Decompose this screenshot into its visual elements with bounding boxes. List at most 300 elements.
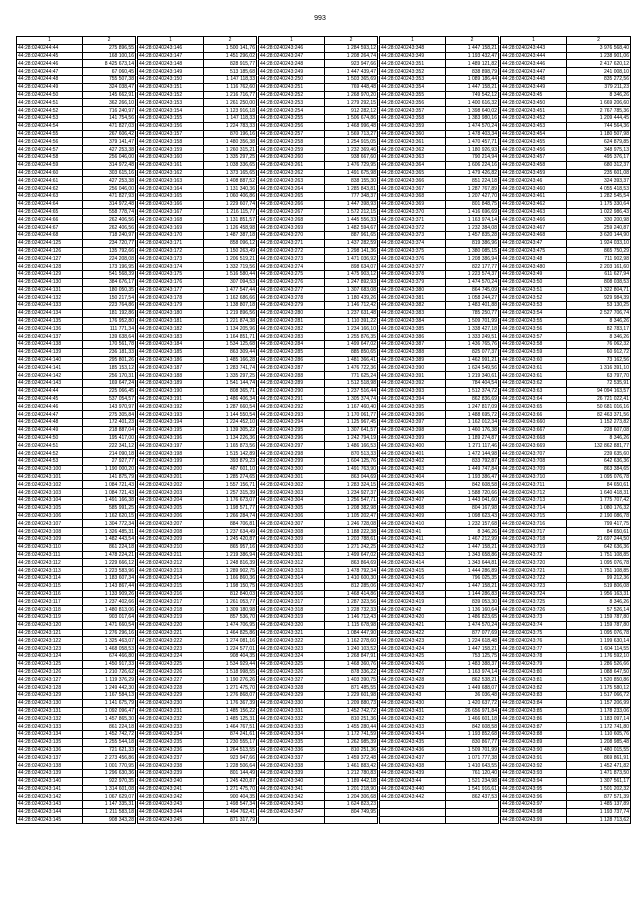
cadastral-number-cell: 44:28:0240243:333 <box>259 723 325 731</box>
cadastral-number-cell: 44:28:0240243:188 <box>138 372 204 380</box>
cadastral-value-cell: 1 624 549,56 <box>446 364 499 372</box>
cadastral-value-cell: 1 198 571,77 <box>204 504 257 512</box>
cadastral-value-cell: 753 125,75 <box>446 652 499 660</box>
cadastral-value-cell: 585 991,25 <box>83 504 136 512</box>
cadastral-value-cell: 1 147 118,33 <box>204 75 257 83</box>
cadastral-number-cell: 44:28:0240243:258 <box>259 138 325 146</box>
cadastral-number-cell: 44:28:0240243:312 <box>259 559 325 567</box>
cadastral-number-cell: 44:28:0240243:72 <box>501 551 567 559</box>
cadastral-number-cell: 44:28:0240243:339 <box>259 769 325 777</box>
cadastral-value-cell: 1 172 741,80 <box>567 723 631 731</box>
cadastral-value-cell: 761 120,40 <box>446 769 499 777</box>
cadastral-value-cell: 1 516 580,44 <box>204 270 257 278</box>
cadastral-number-cell: 44:28:0240243:199 <box>138 458 204 466</box>
cadastral-value-cell: 1 572 212,15 <box>325 208 378 216</box>
cadastral-value-cell: 241 008,10 <box>567 68 631 76</box>
cadastral-number-cell: 44:28:0240244:143 <box>17 380 83 388</box>
cadastral-number-cell: 44:28:0240244:126 <box>17 247 83 255</box>
cadastral-value-cell: 1 408 887,52 <box>204 177 257 185</box>
cadastral-value-cell: 295 801,26 <box>83 356 136 364</box>
cadastral-value-cell: 1 298 141,36 <box>325 247 378 255</box>
table-row <box>17 738 631 746</box>
cadastral-value-cell: 1 180 507,98 <box>567 130 631 138</box>
cadastral-value-cell: 1 210 726,62 <box>83 668 136 676</box>
cadastral-number-cell: 44:28:0240243:379 <box>380 278 446 286</box>
cadastral-number-cell: 44:28:0240243:413 <box>380 551 446 559</box>
cadastral-value-cell: 810 251,36 <box>325 715 378 723</box>
cadastral-number-cell: 44:28:0240243:249 <box>259 68 325 76</box>
cadastral-value-cell: 1 459 372,48 <box>325 754 378 762</box>
table-body <box>17 44 631 824</box>
cadastral-value-cell: 1 229 607,74 <box>204 200 257 208</box>
cadastral-value-cell: 1 398 640,02 <box>446 107 499 115</box>
cadastral-value-cell: 1 444 286,89 <box>446 567 499 575</box>
cadastral-number-cell: 44:28:0240243:444 <box>501 52 567 60</box>
cadastral-number-cell: 44:28:0240243:203 <box>138 489 204 497</box>
table-row <box>17 192 631 200</box>
cadastral-number-cell: 44:28:0240243:383 <box>380 309 446 317</box>
cadastral-value-cell: 195 417,00 <box>83 434 136 442</box>
cadastral-value-cell: 1 506 674,86 <box>325 114 378 122</box>
cadastral-value-cell: 1 138 807,18 <box>204 302 257 310</box>
cadastral-number-cell: 44:28:0240243:406 <box>380 489 446 497</box>
cadastral-number-cell: 44:28:0240243:391 <box>380 372 446 380</box>
cadastral-number-cell: 44:28:0240243:195 <box>138 426 204 434</box>
cadastral-value-cell: 8 346,26 <box>567 598 631 606</box>
cadastral-number-cell: 44:28:0240243:222 <box>138 637 204 645</box>
cadastral-value-cell: 1 452 471,82 <box>567 762 631 770</box>
cadastral-value-cell: 1 604 125,76 <box>325 458 378 466</box>
cadastral-number-cell: 44:28:0240243:46 <box>501 177 567 185</box>
cadastral-value-cell: 2 767 785,36 <box>567 107 631 115</box>
cadastral-number-cell: 44:28:0240244:68 <box>17 231 83 239</box>
table-row <box>17 458 631 466</box>
cadastral-value-cell: 169 647,24 <box>83 380 136 388</box>
column-header-code: 1 <box>17 37 83 45</box>
cadastral-number-cell: 44:28:0240243:208 <box>138 528 204 536</box>
cadastral-value-cell: 1 247 817,09 <box>446 403 499 411</box>
cadastral-value-cell: 1 134 226,36 <box>204 434 257 442</box>
cadastral-number-cell: 44:28:0240243:42 <box>380 606 446 614</box>
cadastral-value-cell: 1 144 286,83 <box>446 590 499 598</box>
cadastral-value-cell: 1 067 629,07 <box>83 793 136 801</box>
cadastral-value-cell: 1 089 186,44 <box>446 75 499 83</box>
cadastral-value-cell: 1 245 420,87 <box>204 777 257 785</box>
cadastral-value-cell: 1 146 712,42 <box>325 302 378 310</box>
cadastral-value-cell: 1 193 737,74 <box>567 808 631 816</box>
cadastral-value-cell: 1 261 250,00 <box>204 99 257 107</box>
cadastral-value-cell: 1 474 570,24 <box>446 621 499 629</box>
cadastral-value-cell: 228 607,08 <box>567 426 631 434</box>
cadastral-value-cell: 1 286 526,66 <box>567 660 631 668</box>
cadastral-value-cell: 1 234 166,10 <box>325 325 378 333</box>
cadastral-number-cell: 44:28:0240243:259 <box>259 146 325 154</box>
cadastral-value-cell: 185 153,12 <box>83 364 136 372</box>
cadastral-value-cell: 922 970,35 <box>83 777 136 785</box>
cadastral-value-cell: 903 017,64 <box>83 613 136 621</box>
cadastral-number-cell: 44:28:0240243:106 <box>17 512 83 520</box>
cadastral-number-cell: 44:28:0240243:242 <box>138 793 204 801</box>
cadastral-number-cell: 44:28:0240243:300 <box>259 465 325 473</box>
table-row <box>17 520 631 528</box>
cadastral-number-cell: 44:28:0240243:224 <box>138 652 204 660</box>
cadastral-value-cell: 1 501 202,32 <box>567 785 631 793</box>
cadastral-number-cell: 44:28:0240243:254 <box>259 107 325 115</box>
cadastral-value-cell: 1 125 967,45 <box>325 419 378 427</box>
cadastral-number-cell: 44:28:0240243:184 <box>138 341 204 349</box>
cadastral-number-cell: 44:28:0240243:364 <box>380 161 446 169</box>
cadastral-value-cell: 624 879,85 <box>567 138 631 146</box>
cadastral-value-cell: 1 498 547,34 <box>204 801 257 809</box>
cadastral-number-cell: 44:28:0240243:191 <box>138 395 204 403</box>
cadastral-value-cell: 1 468 414,86 <box>325 590 378 598</box>
cadastral-number-cell: 44:28:0240243:409 <box>380 512 446 520</box>
cadastral-value-cell: 1 242 794,19 <box>325 434 378 442</box>
cadastral-number-cell: 44:28:0240243:176 <box>138 278 204 286</box>
cadastral-number-cell: 44:28:0240243:714 <box>501 504 567 512</box>
cadastral-number-cell: 44:28:0240243:427 <box>380 668 446 676</box>
cadastral-number-cell: 44:28:0240244:52 <box>17 450 83 458</box>
cadastral-number-cell: 44:28:0240244:134 <box>17 309 83 317</box>
cadastral-value-cell: 1 165 873,56 <box>204 442 257 450</box>
cadastral-number-cell: 44:28:0240244:138 <box>17 341 83 349</box>
cadastral-number-cell: 44:28:0240243:257 <box>259 130 325 138</box>
cadastral-number-cell: 44:28:0240243:382 <box>380 302 446 310</box>
cadastral-value-cell: 1 478 403,34 <box>446 130 499 138</box>
cadastral-value-cell: 1 276 868,07 <box>204 691 257 699</box>
cadastral-value-cell: 923 947,66 <box>204 754 257 762</box>
cadastral-value-cell <box>446 801 499 809</box>
cadastral-number-cell: 44:28:0240243:389 <box>380 356 446 364</box>
cadastral-number-cell: 44:28:0240243:185 <box>138 348 204 356</box>
cadastral-value-cell: 1 201 218,90 <box>325 785 378 793</box>
table-row <box>17 387 631 395</box>
cadastral-number-cell: 44:28:0240243:362 <box>380 146 446 154</box>
table-row <box>17 598 631 606</box>
cadastral-value-cell: 1 460 176,38 <box>446 426 499 434</box>
cadastral-value-cell: 1 166 860,36 <box>204 574 257 582</box>
cadastral-number-cell: 44:28:0240243:331 <box>259 707 325 715</box>
cadastral-number-cell: 44:28:0240243:200 <box>138 465 204 473</box>
cadastral-number-cell: 44:28:0240243:209 <box>138 536 204 544</box>
cadastral-value-table-container <box>16 36 628 824</box>
cadastral-value-cell: 1 211 583,18 <box>83 808 136 816</box>
cadastral-value-cell: 1 751 108,85 <box>567 567 631 575</box>
table-row <box>17 286 631 294</box>
cadastral-number-cell: 44:28:0240243:146 <box>138 44 204 52</box>
cadastral-number-cell: 44:28:0240244:127 <box>17 255 83 263</box>
cadastral-value-cell: 1 268 847,91 <box>325 652 378 660</box>
cadastral-value-cell: 67 060,45 <box>83 68 136 76</box>
cadastral-number-cell: 44:28:0240244:55 <box>17 130 83 138</box>
cadastral-value-cell: 36 036,48 <box>446 691 499 699</box>
cadastral-value-cell: 1 199 630,14 <box>567 637 631 645</box>
table-row <box>17 613 631 621</box>
cadastral-number-cell: 44:28:0240243:309 <box>259 536 325 544</box>
cadastral-number-cell: 44:28:0240243:418 <box>380 590 446 598</box>
cadastral-number-cell: 44:28:0240243:387 <box>380 341 446 349</box>
cadastral-number-cell: 44:28:0240243:431 <box>380 707 446 715</box>
cadastral-value-cell: 132 862 881,77 <box>567 442 631 450</box>
table-row <box>17 543 631 551</box>
cadastral-number-cell: 44:28:0240243:133 <box>17 723 83 731</box>
cadastral-value-cell: 1 624 823,23 <box>325 801 378 809</box>
cadastral-number-cell: 44:28:0240243:267 <box>259 208 325 216</box>
cadastral-value-cell: 1 485 137,89 <box>567 801 631 809</box>
cadastral-number-cell: 44:28:0240243:204 <box>138 497 204 505</box>
cadastral-number-cell: 44:28:0240243:169 <box>138 224 204 232</box>
cadastral-value-cell: 1 193 852,68 <box>446 730 499 738</box>
cadastral-number-cell: 44:28:0240243:139 <box>17 769 83 777</box>
cadastral-number-cell: 44:28:0240243:721 <box>501 567 567 575</box>
cadastral-number-cell: 44:28:0240243:392 <box>380 380 446 388</box>
cadastral-number-cell: 44:28:0240243:290 <box>259 387 325 395</box>
cadastral-number-cell: 44:28:0240243:668 <box>501 434 567 442</box>
cadastral-number-cell: 44:28:0240243:43 <box>380 691 446 699</box>
cadastral-value-cell: 84 650,61 <box>567 481 631 489</box>
table-row <box>17 785 631 793</box>
cadastral-value-cell: 427 253,38 <box>83 177 136 185</box>
cadastral-value-cell: 1 193 386,47 <box>446 473 499 481</box>
cadastral-number-cell: 44:28:0240243:83 <box>501 691 567 699</box>
cadastral-value-cell: 1 956 163,31 <box>567 590 631 598</box>
cadastral-value-cell: 94 094 163,57 <box>567 387 631 395</box>
cadastral-value-cell: 3 976 568,40 <box>567 44 631 52</box>
cadastral-value-cell: 1 060 406,86 <box>204 192 257 200</box>
cadastral-value-cell: 863 384,65 <box>567 465 631 473</box>
cadastral-value-cell: 1 534 125,68 <box>204 341 257 349</box>
cadastral-value-cell: 1 203 788,61 <box>325 536 378 544</box>
cadastral-number-cell: 44:28:0240243:419 <box>380 598 446 606</box>
cadastral-value-cell: 393 879,23 <box>204 458 257 466</box>
cadastral-value-cell: 427 253,38 <box>83 146 136 154</box>
cadastral-number-cell: 44:28:0240243:329 <box>259 691 325 699</box>
cadastral-number-cell: 44:28:0240243:325 <box>259 660 325 668</box>
cadastral-value-cell: 1 491 166,38 <box>83 497 136 505</box>
cadastral-value-cell: 1 416 696,69 <box>446 208 499 216</box>
cadastral-value-cell: 1 515 142,89 <box>204 450 257 458</box>
cadastral-value-cell: 1 095 076,78 <box>567 473 631 481</box>
table-row <box>17 153 631 161</box>
cadastral-number-cell: 44:28:0240243:304 <box>259 497 325 505</box>
cadastral-number-cell: 44:28:0240243:99 <box>501 816 567 824</box>
cadastral-value-cell: 1 232 157,68 <box>446 520 499 528</box>
column-header-value: 2 <box>567 37 631 45</box>
cadastral-value-cell: 1 216 115,77 <box>204 208 257 216</box>
cadastral-value-cell: 900 404,35 <box>204 793 257 801</box>
cadastral-value-cell: 1 289 902,75 <box>204 567 257 575</box>
cadastral-number-cell: 44:28:0240244:63 <box>17 192 83 200</box>
cadastral-value-cell: 471 827,03 <box>83 122 136 130</box>
cadastral-number-cell: 44:28:0240243:313 <box>259 567 325 575</box>
cadastral-number-cell: 44:28:0240243:245 <box>138 816 204 824</box>
cadastral-number-cell: 44:28:0240243:149 <box>138 68 204 76</box>
table-row <box>17 60 631 68</box>
cadastral-number-cell: 44:28:0240243:64 <box>501 395 567 403</box>
cadastral-value-cell: 1 175 330,64 <box>567 200 631 208</box>
table-row <box>17 239 631 247</box>
cadastral-number-cell: 44:28:0240243:305 <box>259 504 325 512</box>
cadastral-value-cell: 1 400 616,32 <box>446 99 499 107</box>
table-header-row <box>17 37 631 45</box>
cadastral-value-cell: 1 475 903,12 <box>325 270 378 278</box>
table-row <box>17 52 631 60</box>
cadastral-value-cell: 1 001 770,95 <box>83 762 136 770</box>
cadastral-value-cell: 1 316 391,10 <box>567 364 631 372</box>
cadastral-number-cell: 44:28:0240243:97 <box>501 801 567 809</box>
table-row <box>17 528 631 536</box>
cadastral-value-cell: 324 038,47 <box>83 83 136 91</box>
cadastral-value-cell: 495 376,17 <box>567 153 631 161</box>
cadastral-value-cell: 1 110 391,22 <box>325 317 378 325</box>
cadastral-value-cell: 2 203 161,60 <box>567 263 631 271</box>
table-row <box>17 645 631 653</box>
cadastral-number-cell: 44:28:0240243:109 <box>17 536 83 544</box>
cadastral-value-cell: 862 538,21 <box>446 676 499 684</box>
cadastral-number-cell: 44:28:0240243:107 <box>17 520 83 528</box>
cadastral-value-cell: 82 783,17 <box>567 325 631 333</box>
cadastral-number-cell: 44:28:0240243:175 <box>138 270 204 278</box>
cadastral-value-cell: 1 486 823,65 <box>446 613 499 621</box>
cadastral-value-cell: 8 346,26 <box>567 434 631 442</box>
cadastral-value-cell: 222 341,12 <box>83 442 136 450</box>
cadastral-value-cell: 863 864,69 <box>325 559 378 567</box>
cadastral-number-cell: 44:28:0240243:227 <box>138 676 204 684</box>
cadastral-value-cell: 804 749,95 <box>325 808 378 816</box>
cadastral-number-cell: 44:28:0240243:718 <box>501 536 567 544</box>
cadastral-value-cell: 1 232 369,46 <box>325 146 378 154</box>
cadastral-value-cell: 1 212 780,83 <box>325 769 378 777</box>
cadastral-value-cell: 214 090,18 <box>83 450 136 458</box>
cadastral-number-cell: 44:28:0240243:144 <box>17 808 83 816</box>
cadastral-number-cell: 44:28:0240243:143 <box>17 801 83 809</box>
cadastral-value-cell: 1 126 458,98 <box>204 224 257 232</box>
cadastral-value-cell: 674 466,80 <box>83 652 136 660</box>
cadastral-value-cell: 224 208,08 <box>83 255 136 263</box>
cadastral-number-cell: 44:28:0240243:358 <box>380 114 446 122</box>
cadastral-value-cell: 851 224,18 <box>446 177 499 185</box>
cadastral-value-cell: 1 521 234,98 <box>446 777 499 785</box>
cadastral-number-cell: 44:28:0240243:171 <box>138 239 204 247</box>
cadastral-value-cell: 1 447 439,47 <box>325 68 378 76</box>
table-row <box>17 473 631 481</box>
cadastral-number-cell: 44:28:0240243:357 <box>380 107 446 115</box>
cadastral-value-cell: 1 283 741,74 <box>204 364 257 372</box>
cadastral-number-cell: 44:28:0240244:125 <box>17 239 83 247</box>
cadastral-value-cell: 1 464 825,86 <box>204 629 257 637</box>
cadastral-number-cell: 44:28:0240243:436 <box>380 746 446 754</box>
cadastral-value-cell: 1 271 242,25 <box>325 543 378 551</box>
cadastral-number-cell: 44:28:0240243:238 <box>138 762 204 770</box>
cadastral-number-cell: 44:28:0240243:134 <box>17 730 83 738</box>
cadastral-number-cell: 44:28:0240243:125 <box>17 660 83 668</box>
cadastral-number-cell: 44:28:0240243:168 <box>138 216 204 224</box>
cadastral-number-cell: 44:28:0240243:148 <box>138 60 204 68</box>
cadastral-value-cell: 1 472 144,98 <box>446 450 499 458</box>
cadastral-number-cell: 44:28:0240243:451 <box>501 107 567 115</box>
cadastral-number-cell: 44:28:0240243:198 <box>138 450 204 458</box>
cadastral-value-cell: 1 162 620,15 <box>83 512 136 520</box>
cadastral-value-cell: 1 152 273,82 <box>567 419 631 427</box>
cadastral-value-cell: 1 257 315,39 <box>204 489 257 497</box>
cadastral-number-cell <box>380 801 446 809</box>
cadastral-number-cell: 44:28:0240243:219 <box>138 613 204 621</box>
cadastral-number-cell: 44:28:0240243:332 <box>259 715 325 723</box>
cadastral-value-cell: 57 526,14 <box>567 606 631 614</box>
cadastral-number-cell: 44:28:0240243:285 <box>259 348 325 356</box>
cadastral-number-cell: 44:28:0240243:366 <box>380 177 446 185</box>
cadastral-number-cell: 44:28:0240243:235 <box>138 738 204 746</box>
cadastral-value-cell: 314 972,48 <box>83 161 136 169</box>
cadastral-number-cell: 44:28:0240243:187 <box>138 364 204 372</box>
cadastral-number-cell: 44:28:0240243:59 <box>501 348 567 356</box>
cadastral-number-cell: 44:28:0240243:91 <box>501 754 567 762</box>
table-row <box>17 504 631 512</box>
cadastral-number-cell: 44:28:0240243:207 <box>138 520 204 528</box>
cadastral-number-cell: 44:28:0240243:252 <box>259 91 325 99</box>
cadastral-number-cell: 44:28:0240243:268 <box>259 216 325 224</box>
cadastral-value-cell: 262 406,56 <box>83 216 136 224</box>
cadastral-number-cell: 44:28:0240243:132 <box>17 715 83 723</box>
cadastral-number-cell: 44:28:0240243:218 <box>138 606 204 614</box>
cadastral-number-cell: 44:28:0240243:96 <box>501 793 567 801</box>
cadastral-value-cell: 1 447 158,21 <box>446 44 499 52</box>
column-header-value: 2 <box>325 37 378 45</box>
table-row <box>17 68 631 76</box>
cadastral-value-cell: 1 343 644,81 <box>446 559 499 567</box>
cadastral-number-cell: 44:28:0240243:667 <box>501 426 567 434</box>
cadastral-number-cell: 44:28:0240243:166 <box>138 200 204 208</box>
cadastral-value-cell: 256 046,00 <box>83 153 136 161</box>
cadastral-number-cell: 44:28:0240243:216 <box>138 590 204 598</box>
cadastral-value-cell: 1 260 315,21 <box>204 146 257 154</box>
cadastral-value-cell: 1 443 041,60 <box>446 497 499 505</box>
cadastral-value-cell: 1 209 444,45 <box>567 114 631 122</box>
cadastral-value-cell: 8 346,26 <box>446 528 499 536</box>
cadastral-number-cell: 44:28:0240243:377 <box>380 263 446 271</box>
table-row <box>17 684 631 692</box>
cadastral-number-cell: 44:28:0240243:87 <box>501 723 567 731</box>
cadastral-value-cell: 1 480 813,06 <box>83 606 136 614</box>
table-row <box>17 91 631 99</box>
cadastral-number-cell: 44:28:0240243:162 <box>138 169 204 177</box>
cadastral-value-cell: 929 984,39 <box>567 294 631 302</box>
table-row <box>17 676 631 684</box>
cadastral-number-cell: 44:28:0240243:322 <box>259 637 325 645</box>
cadastral-number-cell: 44:28:0240243:669 <box>501 442 567 450</box>
cadastral-value-cell: 84 650,61 <box>567 528 631 536</box>
cadastral-number-cell: 44:28:0240243:330 <box>259 699 325 707</box>
cadastral-number-cell: 44:28:0240243:315 <box>259 582 325 590</box>
cadastral-value-cell: 168 100,16 <box>83 52 136 60</box>
cadastral-value-cell: 1 224 452,10 <box>204 419 257 427</box>
cadastral-value-cell: 60 912,72 <box>567 348 631 356</box>
table-row <box>17 723 631 731</box>
table-row <box>17 231 631 239</box>
cadastral-number-cell: 44:28:0240243:186 <box>138 356 204 364</box>
cadastral-value-cell: 1 457 835,28 <box>446 231 499 239</box>
cadastral-number-cell: 44:28:0240243:248 <box>259 60 325 68</box>
cadastral-value-cell: 1 478 792,34 <box>325 567 378 575</box>
cadastral-value-cell: 1 116 762,60 <box>204 83 257 91</box>
cadastral-number-cell: 44:28:0240243:116 <box>17 590 83 598</box>
cadastral-value-cell: 857 536,70 <box>204 613 257 621</box>
cadastral-number-cell: 44:28:0240243:462 <box>501 200 567 208</box>
cadastral-number-cell: 44:28:0240243:336 <box>259 746 325 754</box>
cadastral-number-cell: 44:28:0240243:154 <box>138 107 204 115</box>
cadastral-value-cell: 862 836,69 <box>446 395 499 403</box>
cadastral-value-cell: 1 237 634,49 <box>204 528 257 536</box>
